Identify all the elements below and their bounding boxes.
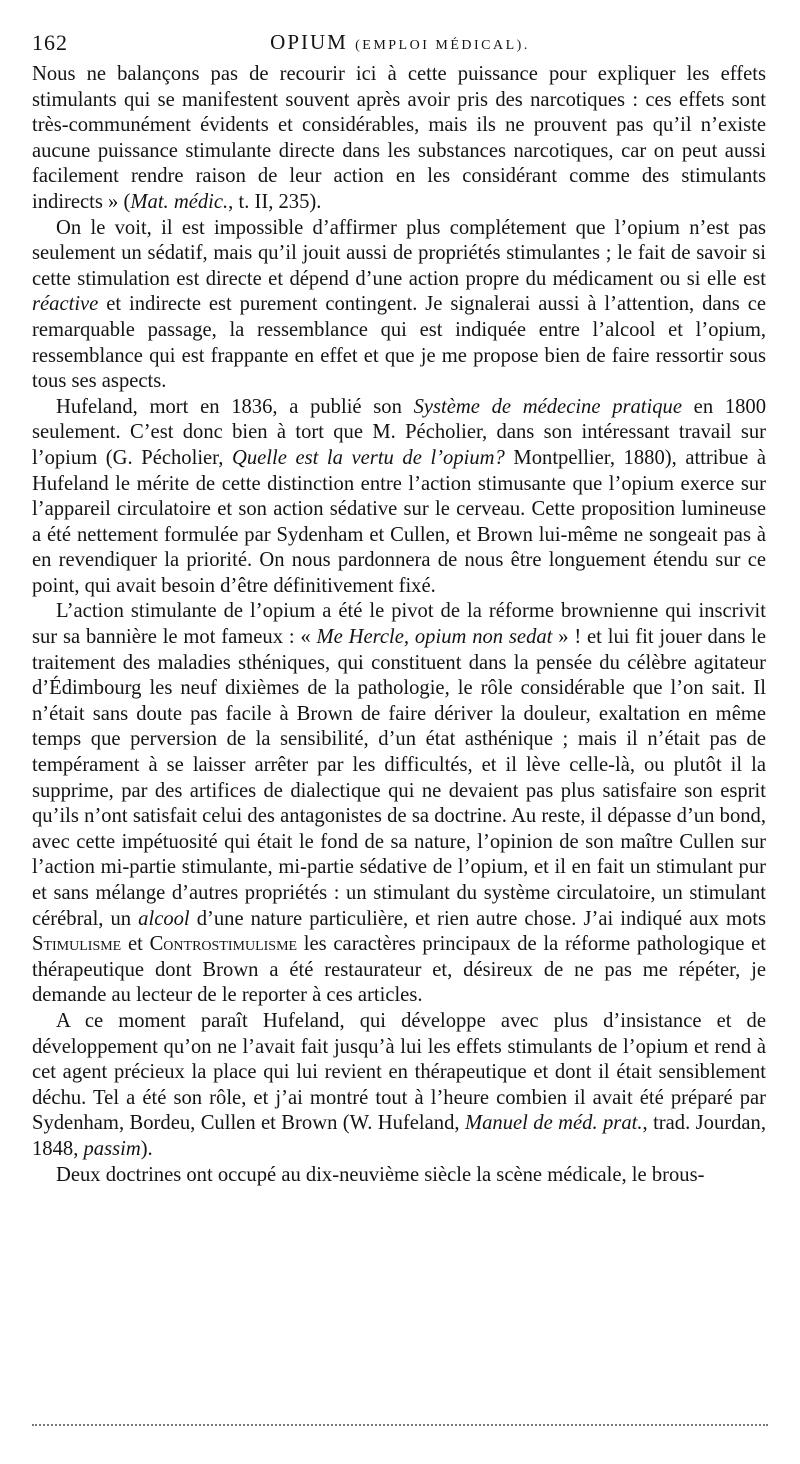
paragraph [32, 1009, 766, 1163]
text-run: , trad. Jourdan, 1848, [32, 1112, 766, 1160]
body-text [32, 62, 766, 1188]
italic-text: passim [83, 1137, 141, 1160]
paragraph [32, 1163, 766, 1189]
running-head-title: OPIUM [270, 30, 348, 54]
italic-text: alcool [138, 907, 190, 930]
paragraph [32, 62, 766, 216]
text-run: les caractères principaux de la réforme pathologique et thérapeutique dont Brown a été restaurateur et, désireux de ne pas me répéter, je demande au lecteur de le reporter à ces articles. [32, 933, 766, 1007]
text-run: d’une nature particulière, et rien autre chose. J’ai indiqué aux mots [189, 907, 766, 930]
italic-text: Système de médecine pratique [413, 395, 682, 418]
text-run: ). [140, 1137, 153, 1160]
italic-text: Mat. médic. [130, 190, 229, 213]
small-caps-text: Stimulisme [32, 933, 122, 956]
paragraph [32, 216, 766, 395]
italic-text: Manuel de méd. prat. [464, 1112, 643, 1135]
text-run: L’action stimulante de l’opium a été le pivot de la réforme brownienne qui inscrivit sur sa bannière le mot fameux : « [32, 600, 766, 649]
italic-text: Me Hercle, opium non sedat [316, 626, 553, 649]
paragraph [32, 395, 766, 600]
small-caps-text: Controstimulisme [149, 933, 298, 956]
paragraph [32, 599, 766, 1009]
running-head-subtitle: (EMPLOI MÉDICAL). [355, 38, 530, 53]
footer-dotted-rule [32, 1418, 768, 1426]
text-run: Hufeland, mort en 1836, a publié son [56, 395, 414, 418]
text-run: et indirecte est purement contingent. Je signalerai aussi à l’attention, dans ce remarquable passage, la ressemblance qui est indiquée entre l’alcool et l’opium, ressemblance qui est frappante en effet et que je me propose bien de faire ressortir sous tous ses aspects. [32, 293, 766, 393]
italic-text: réactive [32, 293, 99, 316]
text-run: » ! et lui fit jouer dans le traitement des maladies sthéniques, qui constituent dans la pensée du célèbre agitateur d’Édimbourg les neuf dixièmes de la pathologie, le rôle considérable que l’on sait. Il n’était sans doute pas facile à Brown de faire dériver la douleur, exaltation en même temps que perversion de la sensibilité, d’un état asthénique ; mais il n’était pas de tempérament à se laisser arrêter par les difficultés, et il lève celle-là, ou plutôt il la supprime, par des artifices de dialectique qui ne devaient pas plus satisfaire son esprit qu’ils n’ont satisfait celui des antagonistes de sa doctrine. Au reste, il dépasse d’un bond, avec cette impétuosité qui était le fond de sa nature, l’opinion de son maître Cullen sur l’action mi-partie stimulante, mi-partie sédative de l’opium, et il en fait un stimulant pur et sans mélange d’autres propriétés : un stimulant du système circulatoire, un stimulant cérébral, un [32, 626, 766, 930]
text-run: , t. II, 235). [228, 190, 322, 213]
text-run: et [121, 933, 150, 956]
running-head [32, 30, 768, 55]
text-run: Montpellier, 1880), attribue à Hufeland le mérite de cette distinction entre l’action stimusante que l’opium exerce sur l’appareil circulatoire et son action sédative sur le cerveau. Cette proposition lumineuse a été nettement formulée par Sydenham et Cullen, et Brown lui-même ne songeait pas à en revendiquer la priorité. On nous pardonnera de nous être longuement étendu sur ce point, qui avait besoin d’être définitivement fixé. [32, 446, 766, 597]
text-run: Nous ne balançons pas de recourir ici à cette puissance pour expliquer les effets stimulants qui se manifestent souvent après avoir pris des narcotiques : ces effets sont très-communément évidents et considérables, mais ils ne prouvent pas qu’il n’existe aucune puissance stimulante directe dans les substances narcotiques, car on peut aussi facilement rendre raison de leur action en les considérant comme des stimulants indirects » ( [32, 63, 766, 213]
page-header [32, 26, 768, 60]
text-run: Deux doctrines ont occupé au dix-neuvième siècle la scène médicale, le brous- [56, 1163, 705, 1186]
italic-text: Quelle est la vertu de l’opium? [231, 446, 505, 469]
text-run: On le voit, il est impossible d’affirmer plus complétement que l’opium n’est pas seulement un sédatif, mais qu’il jouit aussi de propriétés stimulantes ; le fait de savoir si cette stimulation est directe et dépend d’une action propre du médicament ou si elle est [32, 216, 766, 290]
text-run: A ce moment paraît Hufeland, qui développe avec plus d’insistance et de développement qu’on ne l’avait fait jusqu’à lui les effets stimulants de l’opium et rend à cet agent précieux la place qui lui revient en thérapeutique et dont il était sensiblement déchu. Tel a été son rôle, et j’ai montré tout à l’heure combien il avait été préparé par Sydenham, Bordeu, Cullen et Brown (W. Hufeland, [32, 1009, 766, 1135]
page-number: 162 [32, 30, 68, 55]
text-run: en 1800 seulement. C’est donc bien à tort que M. Pécholier, dans son intéressant travail sur l’opium (G. Pécholier, [32, 395, 767, 469]
